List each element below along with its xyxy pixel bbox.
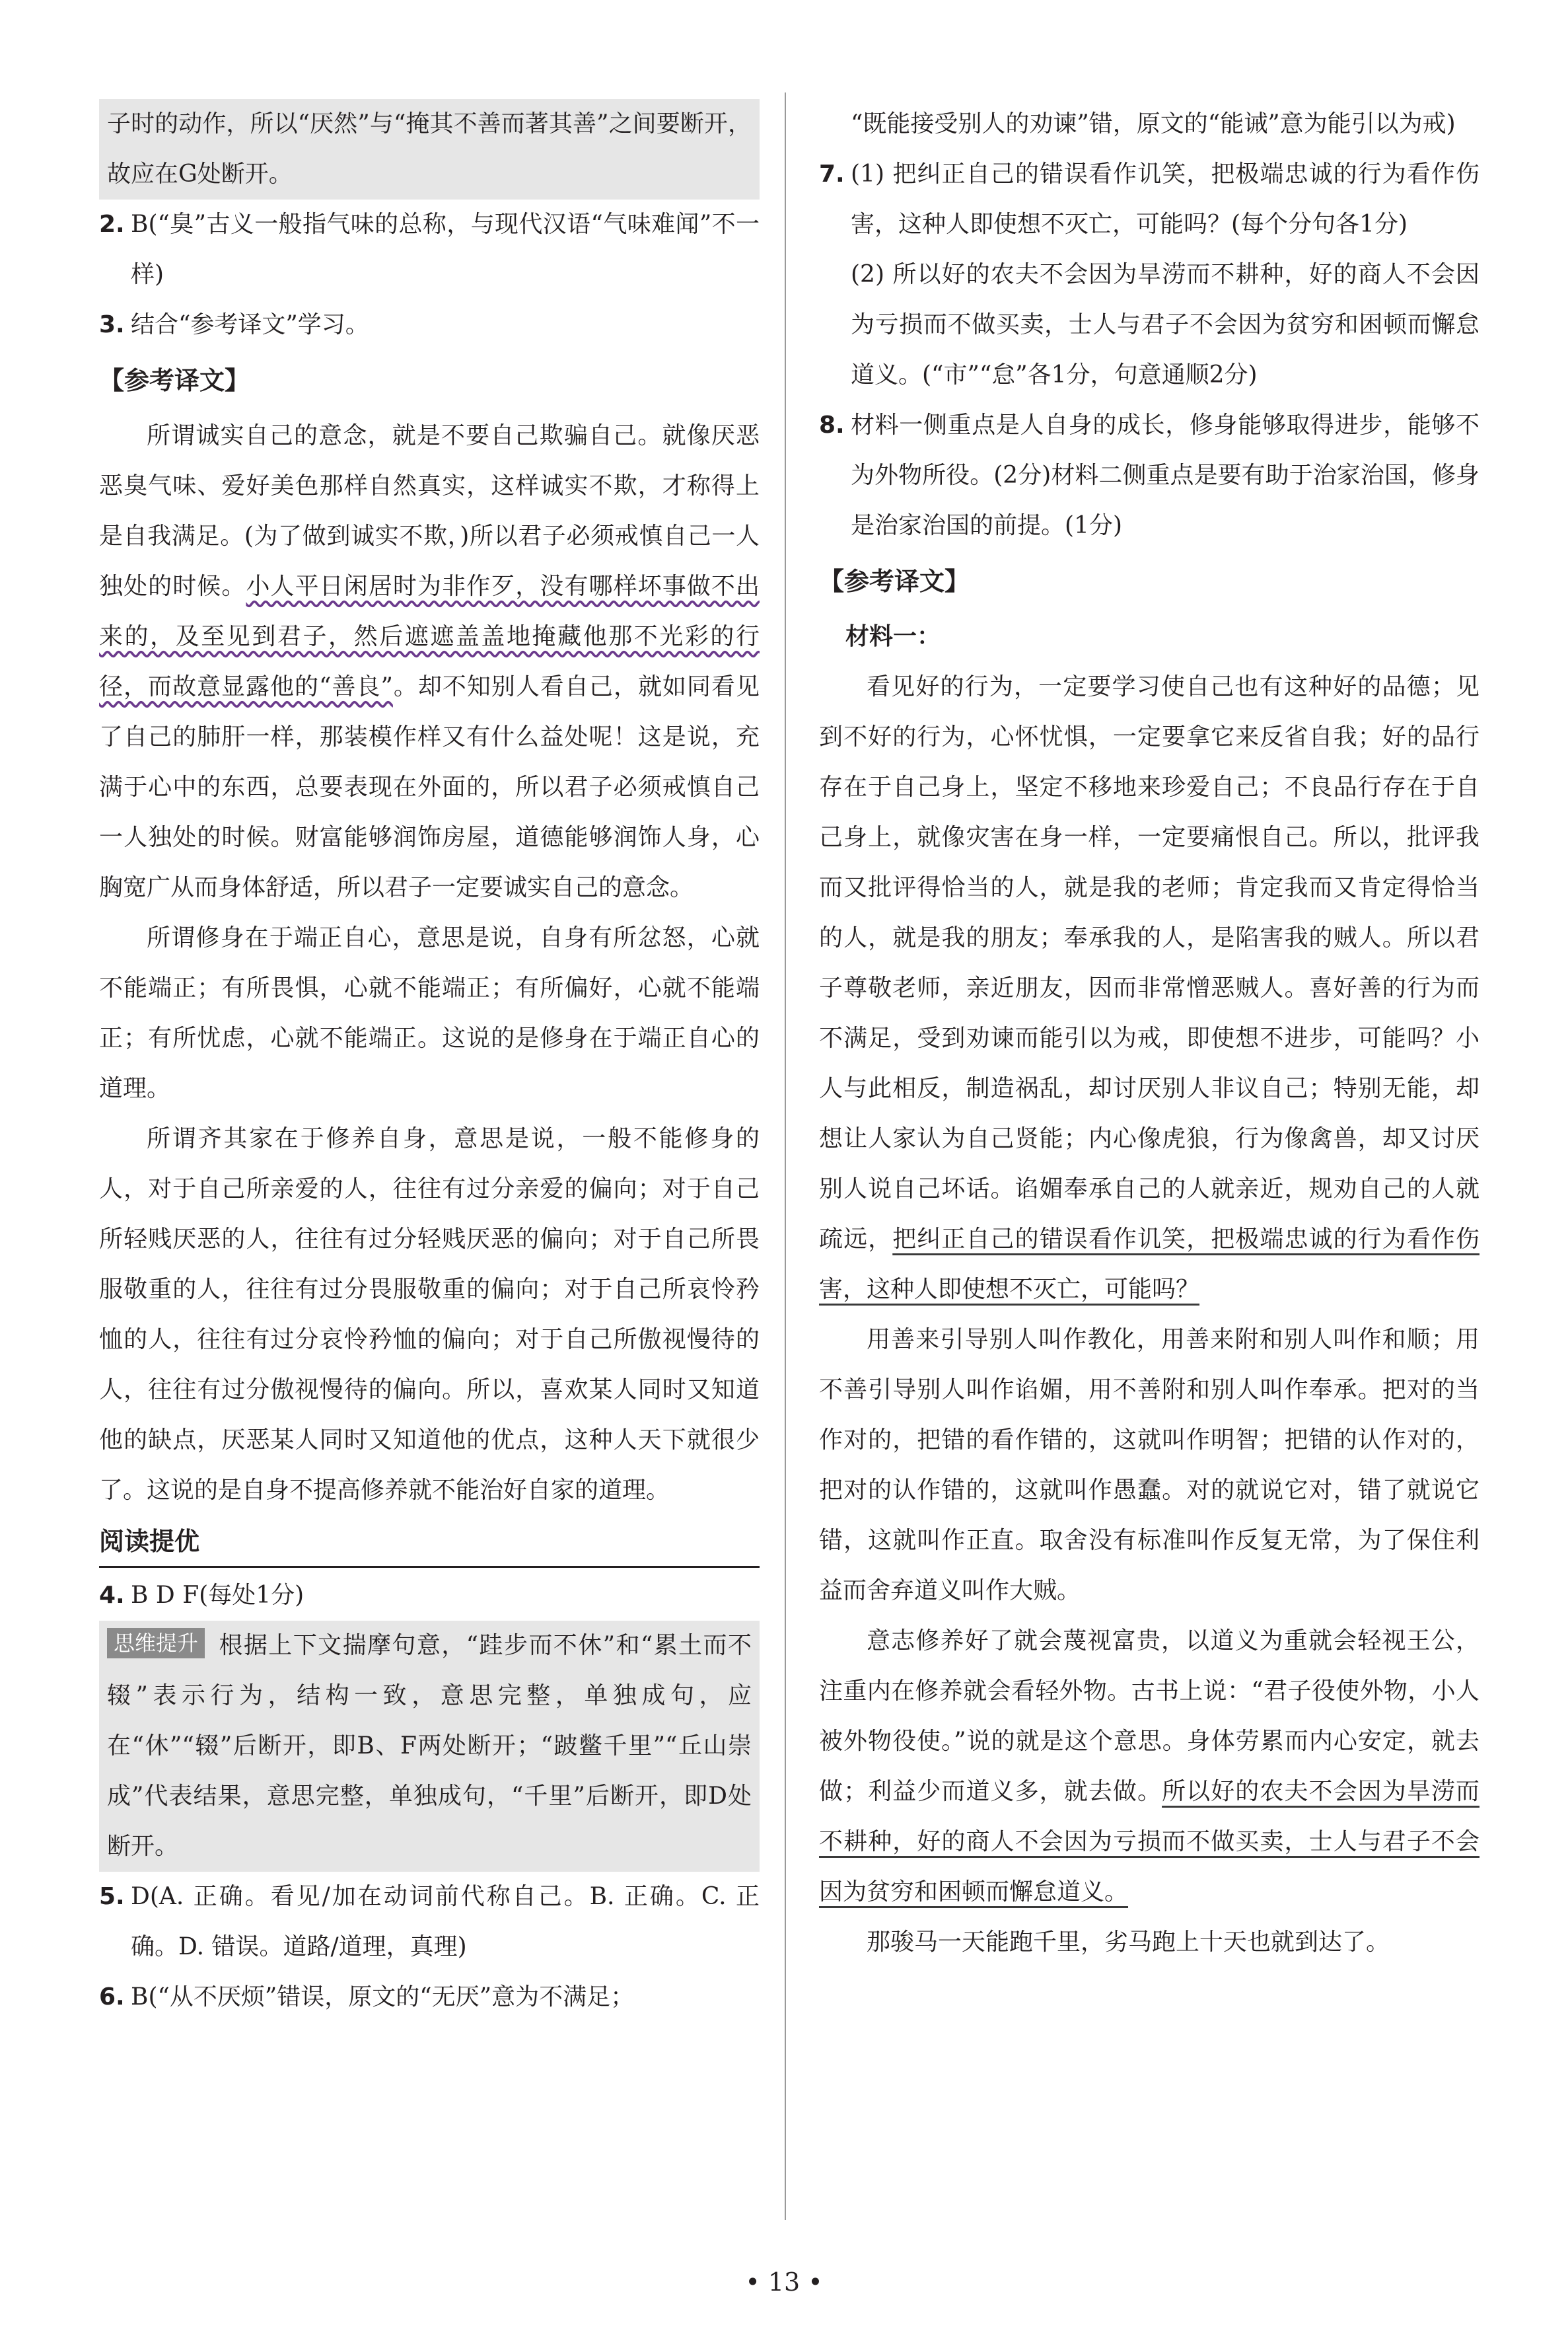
translation-text: 所谓诚实自己的意念，就是不要自己欺骗自己。就像厌恶恶臭气味、爱好美色那样自然真实，这样诚实不欺，才称得上是自我满足。(为了做到诚实不欺，)所以君子必须戒慎自己一人独处的时候。	[99, 422, 760, 600]
right-column	[819, 99, 1479, 1968]
answer-number: 5.	[99, 1883, 125, 1910]
answer-text: D(A. 正确。看见/加在动词前代称自己。B. 正确。C. 正确。D. 错误。道路/道理，真理)	[131, 1883, 760, 1960]
translation-paragraph	[819, 662, 1479, 1315]
underlined-text: 所以好的农夫不会因为旱涝而不耕种，好的商人不会因为亏损而不做买卖，士人与君子不会因为贫穷和困顿而懈怠道义。	[819, 1778, 1479, 1905]
answer-number: 4.	[99, 1582, 125, 1609]
answer-3	[99, 300, 760, 350]
translation-text: 。却不知别人看自己，就如同看见了自己的肺肝一样，那装模作样又有什么益处呢！这是说，充满于心中的东西，总要表现在外面的，所以君子必须戒慎自己一人独处的时候。财富能够润饰房屋，道德能够润饰人身，心胸宽广从而身体舒适，所以君子一定要诚实自己的意念。	[99, 673, 760, 901]
answer-text: (1) 把纠正自己的错误看作讥笑，把极端忠诚的行为看作伤害，这种人即使想不灭亡，可能吗？(每个分句各1分)	[851, 161, 1479, 238]
thinking-tag: 思维提升	[107, 1628, 205, 1658]
answer-text: 结合“参考译文”学习。	[131, 311, 369, 338]
answer-text: B D F(每处1分)	[131, 1582, 304, 1609]
answer-text: B(“从不厌烦”错误，原文的“无厌”意为不满足；	[131, 1983, 635, 2011]
translation-paragraph	[99, 411, 760, 913]
answer-7	[819, 149, 1479, 250]
left-column	[99, 99, 760, 2022]
answer-6	[99, 1972, 760, 2022]
reference-translation-heading: 【参考译文】	[819, 567, 970, 596]
answer-7-part-2: (2) 所以好的农夫不会因为旱涝而不耕种，好的商人不会因为亏损而不做买卖，士人与君子不会因为贫穷和困顿而懈怠道义。(“市”“怠”各1分，句意通顺2分)	[851, 261, 1479, 388]
answer-8	[819, 400, 1479, 551]
underlined-text: 把纠正自己的错误看作讥笑，把极端忠诚的行为看作伤害，这种人即使想不灭亡，可能吗？	[819, 1226, 1479, 1303]
highlighted-answer-box: 子时的动作，所以“厌然”与“掩其不善而著其善”之间要断开，故应在G处断开。	[99, 99, 760, 200]
answer-number: 7.	[819, 161, 845, 188]
thinking-text: 根据上下文揣摩句意，“跬步而不休”和“累土而不辍”表示行为，结构一致，意思完整，单独成句，应在“休”“辍”后断开，即B、F两处断开；“跛鳖千里”“丘山崇成”代表结果，意思完整，单独成句，“千里”后断开，即D处断开。	[107, 1632, 752, 1860]
reference-translation-heading: 【参考译文】	[99, 366, 250, 395]
wavy-underlined-text: 小人平日闲居时为非作歹，没有哪样坏事做不出来的，及至见到君子，然后遮遮盖盖地掩藏他那不光彩的行径，而故意显露他的“善良”	[99, 573, 760, 700]
answer-6-continued: “既能接受别人的劝谏”错，原文的“能诫”意为能引以为戒)	[851, 110, 1456, 137]
answer-2	[99, 200, 760, 300]
translation-paragraph: 所谓修身在于端正自心，意思是说，自身有所忿怒，心就不能端正；有所畏惧，心就不能端正；有所偏好，心就不能端正；有所忧虑，心就不能端正。这说的是修身在于端正自心的道理。	[99, 924, 760, 1102]
column-divider	[785, 92, 786, 2220]
answer-number: 8.	[819, 412, 845, 439]
thinking-box	[99, 1621, 760, 1872]
translation-paragraph	[819, 1616, 1479, 1917]
answer-number: 6.	[99, 1983, 125, 2011]
answer-5	[99, 1872, 760, 1972]
answer-number: 3.	[99, 311, 125, 338]
section-title: 阅读提优	[99, 1518, 760, 1568]
material-label: 材料一：	[845, 623, 941, 650]
page-number: • 13 •	[745, 2268, 823, 2297]
answer-text: 材料一侧重点是人自身的成长，修身能够取得进步，能够不为外物所役。(2分)材料二侧重点是要有助于治家治国，修身是治家治国的前提。(1分)	[851, 412, 1479, 539]
answer-text: B(“臭”古义一般指气味的总称，与现代汉语“气味难闻”不一样)	[131, 211, 760, 288]
translation-text: 意志修养好了就会蔑视富贵，以道义为重就会轻视王公，注重内在修养就会看轻外物。古书上说：“君子役使外物，小人被外物役使。”说的就是这个意思。身体劳累而内心安定，就去做；利益少而道义多，就去做。	[819, 1627, 1479, 1805]
translation-paragraph: 所谓齐其家在于修养自身，意思是说，一般不能修身的人，对于自己所亲爱的人，往往有过分亲爱的偏向；对于自己所轻贱厌恶的人，往往有过分轻贱厌恶的偏向；对于自己所畏服敬重的人，往往有过分畏服敬重的偏向；对于自己所哀怜矜恤的人，往往有过分哀怜矜恤的偏向；对于自己所傲视慢待的人，往往有过分傲视慢待的偏向。所以，喜欢某人同时又知道他的缺点，厌恶某人同时又知道他的优点，这种人天下就很少了。这说的是自身不提高修养就不能治好自家的道理。	[99, 1125, 760, 1504]
translation-paragraph: 那骏马一天能跑千里，劣马跑上十天也就到达了。	[867, 1929, 1390, 1956]
answer-4	[99, 1570, 760, 1621]
translation-text: 看见好的行为，一定要学习使自己也有这种好的品德；见到不好的行为，心怀忧惧，一定要拿它来反省自我；好的品行存在于自己身上，坚定不移地来珍爱自己；不良品行存在于自己身上，就像灾害在身一样，一定要痛恨自己。所以，批评我而又批评得恰当的人，就是我的老师；肯定我而又肯定得恰当的人，就是我的朋友；奉承我的人，是陷害我的贼人。所以君子尊敬老师，亲近朋友，因而非常憎恶贼人。喜好善的行为而不满足，受到劝谏而能引以为戒，即使想不进步，可能吗？小人与此相反，制造祸乱，却讨厌别人非议自己；特别无能，却想让人家认为自己贤能；内心像虎狼，行为像禽兽，却又讨厌别人说自己坏话。谄媚奉承自己的人就亲近，规劝自己的人就疏远，	[819, 673, 1479, 1253]
translation-paragraph: 用善来引导别人叫作教化，用善来附和别人叫作和顺；用不善引导别人叫作谄媚，用不善附和别人叫作奉承。把对的当作对的，把错的看作错的，这就叫作明智；把错的认作对的，把对的认作错的，这就叫作愚蠢。对的就说它对，错了就说它错，这就叫作正直。取舍没有标准叫作反复无常，为了保住利益而舍弃道义叫作大贼。	[819, 1326, 1479, 1604]
answer-number: 2.	[99, 211, 125, 238]
